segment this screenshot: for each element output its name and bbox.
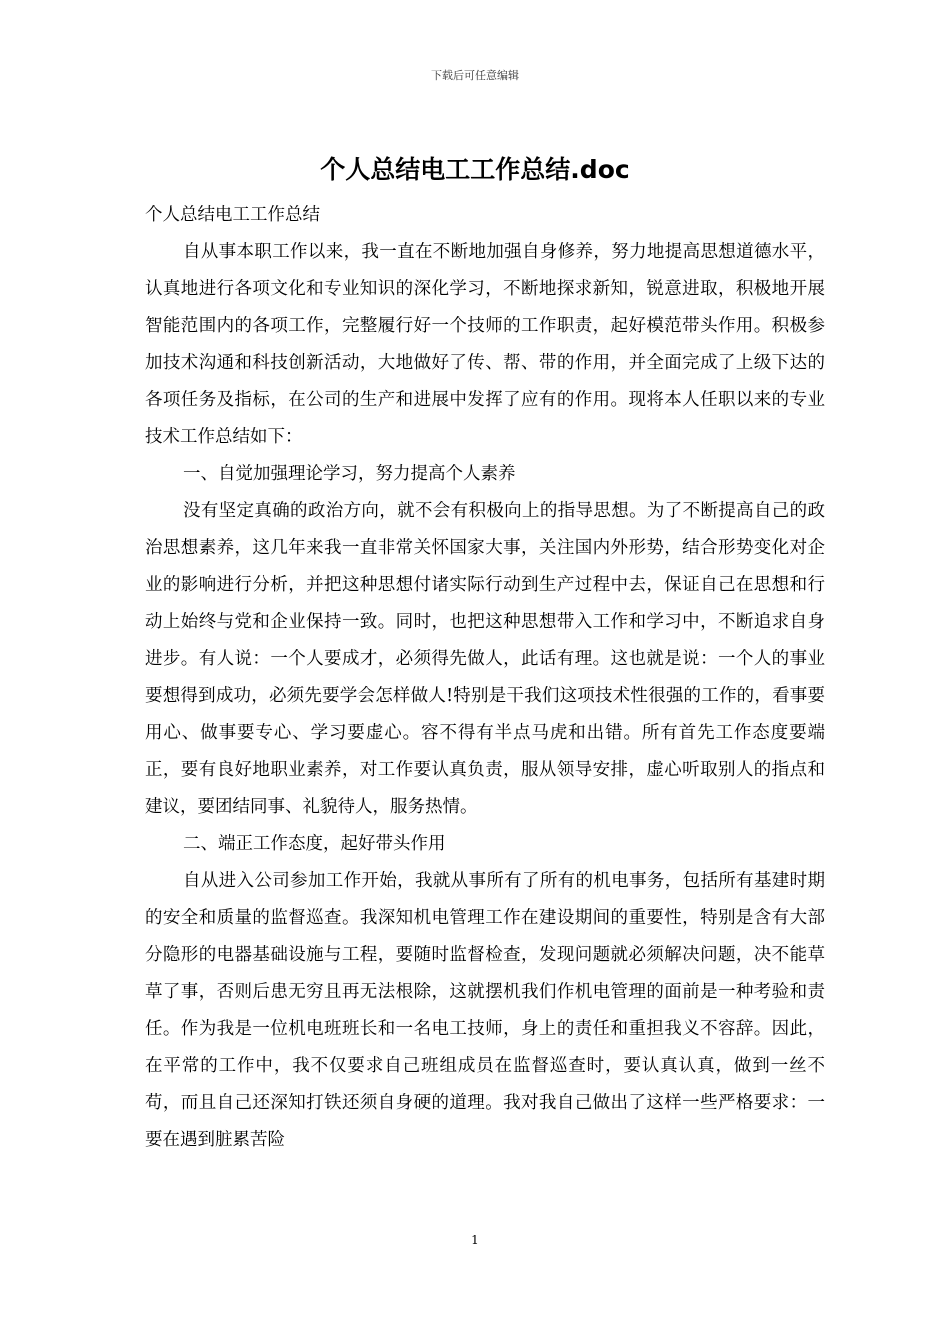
intro-paragraph: 自从事本职工作以来，我一直在不断地加强自身修养，努力地提高思想道德水平，认真地进行各项文化和专业知识的深化学习，不断地探求新知，锐意进取，积极地开展智能范围内的各项工作，完整履行好一个技师的工作职责，起好模范带头作用。积极参加技术沟通和科技创新活动，大地做好了传、帮、带的作用，并全面完成了上级下达的各项任务及指标，在公司的生产和进展中发挥了应有的作用。现将本人任职以来的专业技术工作总结如下： bbox=[145, 242, 825, 447]
document-body bbox=[145, 197, 825, 1159]
header-note: 下载后可任意编辑 bbox=[431, 69, 519, 82]
page-number: 1 bbox=[471, 1233, 479, 1247]
section-heading-2: 二、端正工作态度，起好带头作用 bbox=[183, 834, 446, 854]
subtitle-paragraph: 个人总结电工工作总结 bbox=[145, 205, 320, 225]
document-title: 个人总结电工工作总结.doc bbox=[320, 155, 630, 184]
section-1-paragraph: 没有坚定真确的政治方向，就不会有积极向上的指导思想。为了不断提高自己的政治思想素养，这几年来我一直非常关怀国家大事，关注国内外形势，结合形势变化对企业的影响进行分析，并把这种思想付诸实际行动到生产过程中去，保证自己在思想和行动上始终与党和企业保持一致。同时，也把这种思想带入工作和学习中，不断追求自身进步。有人说：一个人要成才，必须得先做人，此话有理。这也就是说：一个人的事业要想得到成功，必须先要学会怎样做人!特别是干我们这项技术性很强的工作的，看事要用心、做事要专心、学习要虚心。容不得有半点马虎和出错。所有首先工作态度要端正，要有良好地职业素养，对工作要认真负责，服从领导安排，虚心听取别人的指点和建议，要团结同事、礼貌待人，服务热情。 bbox=[145, 501, 825, 817]
section-heading-1: 一、自觉加强理论学习，努力提高个人素养 bbox=[183, 464, 516, 484]
section-2-paragraph: 自从进入公司参加工作开始，我就从事所有了所有的机电事务，包括所有基建时期的安全和质量的监督巡查。我深知机电管理工作在建设期间的重要性，特别是含有大部分隐形的电器基础设施与工程，要随时监督检查，发现问题就必须解决问题，决不能草草了事，否则后患无穷且再无法根除，这就摆机我们作机电管理的面前是一种考验和责任。作为我是一位机电班班长和一名电工技师，身上的责任和重担我义不容辞。因此，在平常的工作中，我不仅要求自己班组成员在监督巡查时，要认真认真，做到一丝不苟，而且自己还深知打铁还须自身硬的道理。我对我自己做出了这样一些严格要求：一要在遇到脏累苦险 bbox=[145, 871, 825, 1150]
